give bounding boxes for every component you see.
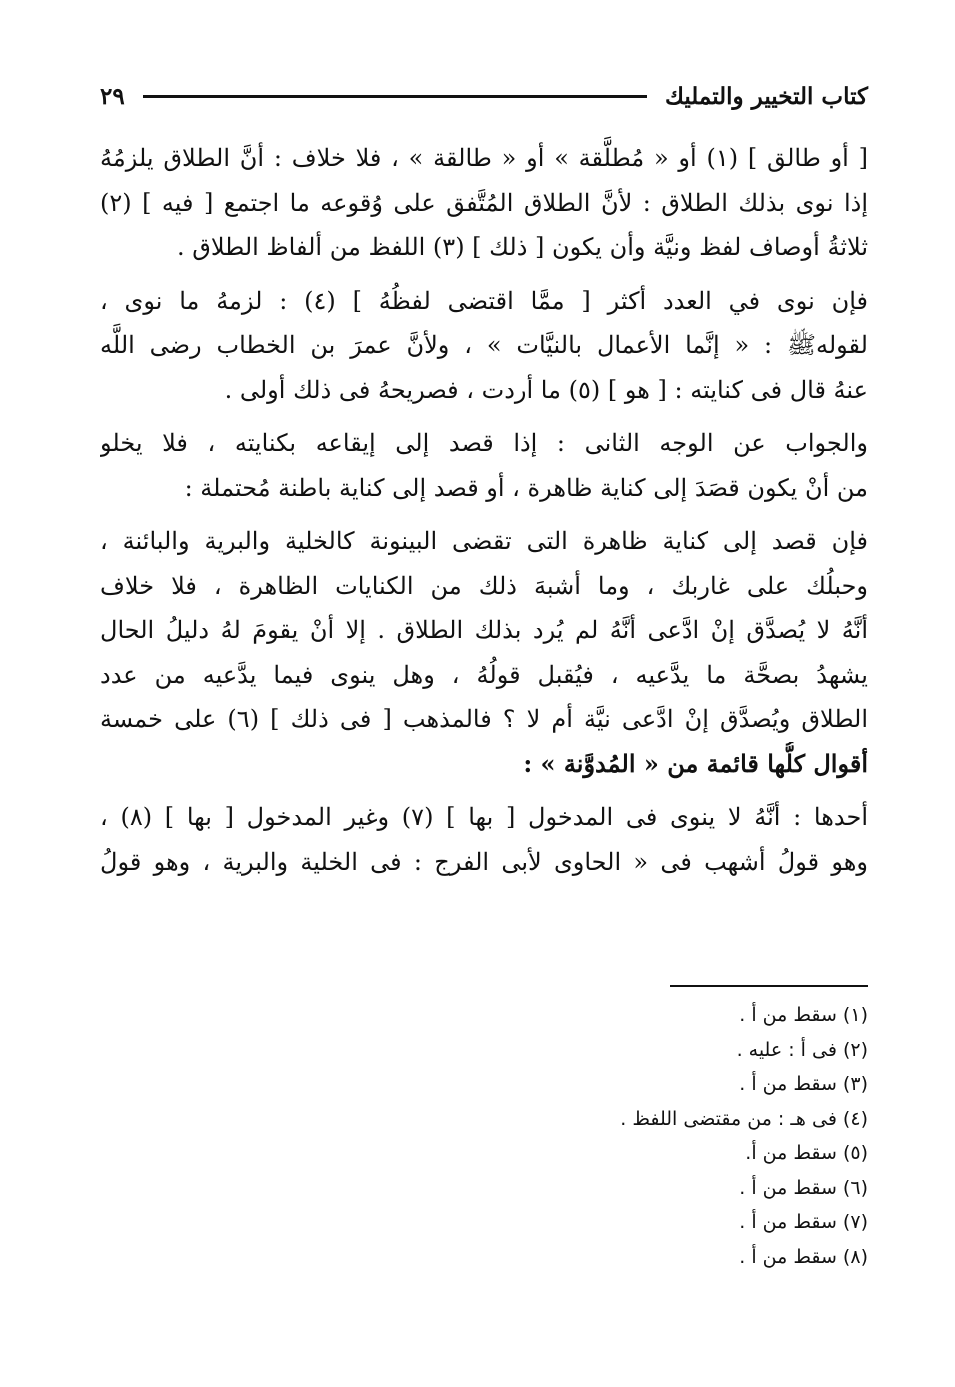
text-line: يشهدُ بصحَّة ما يدَّعيه ، فيُقبل قولُهُ ، وهل ينوى فيما يدَّعيه من عدد xyxy=(100,660,868,689)
text-line: فإن نوى في العدد أكثر [ ممَّا اقتضى لفظُهُ ] (٤) : لزمهُ ما نوى ، xyxy=(100,286,868,315)
footnotes-list xyxy=(500,998,868,1274)
text-line: إذا نوى بذلك الطلاق : لأنَّ الطلاق المُتَّفق على وُقوعه ما اجتمع [ فيه ] (٢) xyxy=(100,188,868,217)
text-line: أحدها : أنَّهُ لا ينوى فى المدخول [ بها ] (٧) وغير المدخول [ بها ] (٨) ، xyxy=(100,803,868,831)
text-line: وحبلُك على غاربك ، وما أشبهَ ذلك من الكنايات الظاهرة ، فلا خلاف xyxy=(100,571,868,600)
text-line: عنهُ قال فى كنايته : [ هو ] (٥) ما أردت ، فصريحهُ فى ذلك أولى . xyxy=(224,375,868,404)
running-title: كتاب التخيير والتمليك xyxy=(664,82,868,110)
text-line: [ أو طالق ] (١) أو « مُطلَّقة » أو « طالقة » ، فلا خلاف : أنَّ الطلاق يلزمُهُ xyxy=(100,144,868,172)
footnote: (٧) سقط من أ . xyxy=(739,1211,868,1233)
footnote-separator xyxy=(670,985,868,987)
footnote: (٦) سقط من أ . xyxy=(739,1176,868,1199)
page-header xyxy=(100,78,868,114)
footnote: (٤) فى هـ : من مقتضى اللفظ . xyxy=(620,1107,868,1130)
main-text xyxy=(100,136,868,893)
text-line: والجواب عن الوجه الثانى : إذا قصد إلى إيقاعه بكنايته ، فلا يخلو xyxy=(100,429,868,457)
paragraph-1 xyxy=(100,136,868,270)
footnote: (٣) سقط من أ . xyxy=(739,1073,868,1095)
text-line: الطلاق ويُصدَّق إنْ ادَّعى نيَّة أم لا ؟ فالمذهب [ فى ذلك ] (٦) على خمسة xyxy=(100,705,868,733)
text-line: أقوال كلُّها قائمة من « المُدوَّنة » : xyxy=(523,748,868,778)
paragraph-2 xyxy=(100,279,868,413)
paragraph-4 xyxy=(100,519,868,786)
text-line: من أنْ يكون قصَدَ إلى كناية ظاهرة ، أو قصد إلى كناية باطنة مُحتملة : xyxy=(184,473,868,502)
text-line: لقولهﷺ : « إنَّما الأعمال بالنيَّات » ، ولأنَّ عمرَ بن الخطاب رضى اللَّه xyxy=(100,331,868,359)
footnote: (٢) فى أ : عليه . xyxy=(736,1038,868,1061)
header-rule xyxy=(143,95,647,98)
footnote: (١) سقط من أ . xyxy=(739,1004,868,1026)
footnote: (٥) سقط من أ. xyxy=(745,1142,868,1164)
footnote: (٨) سقط من أ . xyxy=(739,1245,868,1268)
paragraph-3 xyxy=(100,421,868,510)
paragraph-5 xyxy=(100,795,868,884)
page-number: ٢٩ xyxy=(100,82,125,110)
text-line: فإن قصد إلى كناية ظاهرة التى تقضى البينونة كالخلية والبرية والبائنة ، xyxy=(100,527,868,555)
text-line: ثلاثةُ أوصاف لفظ ونيَّة وأن يكون [ ذلك ] (٣) اللفظ من ألفاظ الطلاق . xyxy=(176,233,868,261)
text-line: أنَّهُ لا يُصدَّق إنْ ادَّعى أنَّهُ لم يُرد بذلك الطلاق . إلا أنْ يقومَ لهُ دليلُ الحال xyxy=(100,616,868,644)
text-line: وهو قولُ أشهب فى « الحاوى لأبى الفرج : فى الخلية والبرية ، وهو قولُ xyxy=(100,847,868,876)
